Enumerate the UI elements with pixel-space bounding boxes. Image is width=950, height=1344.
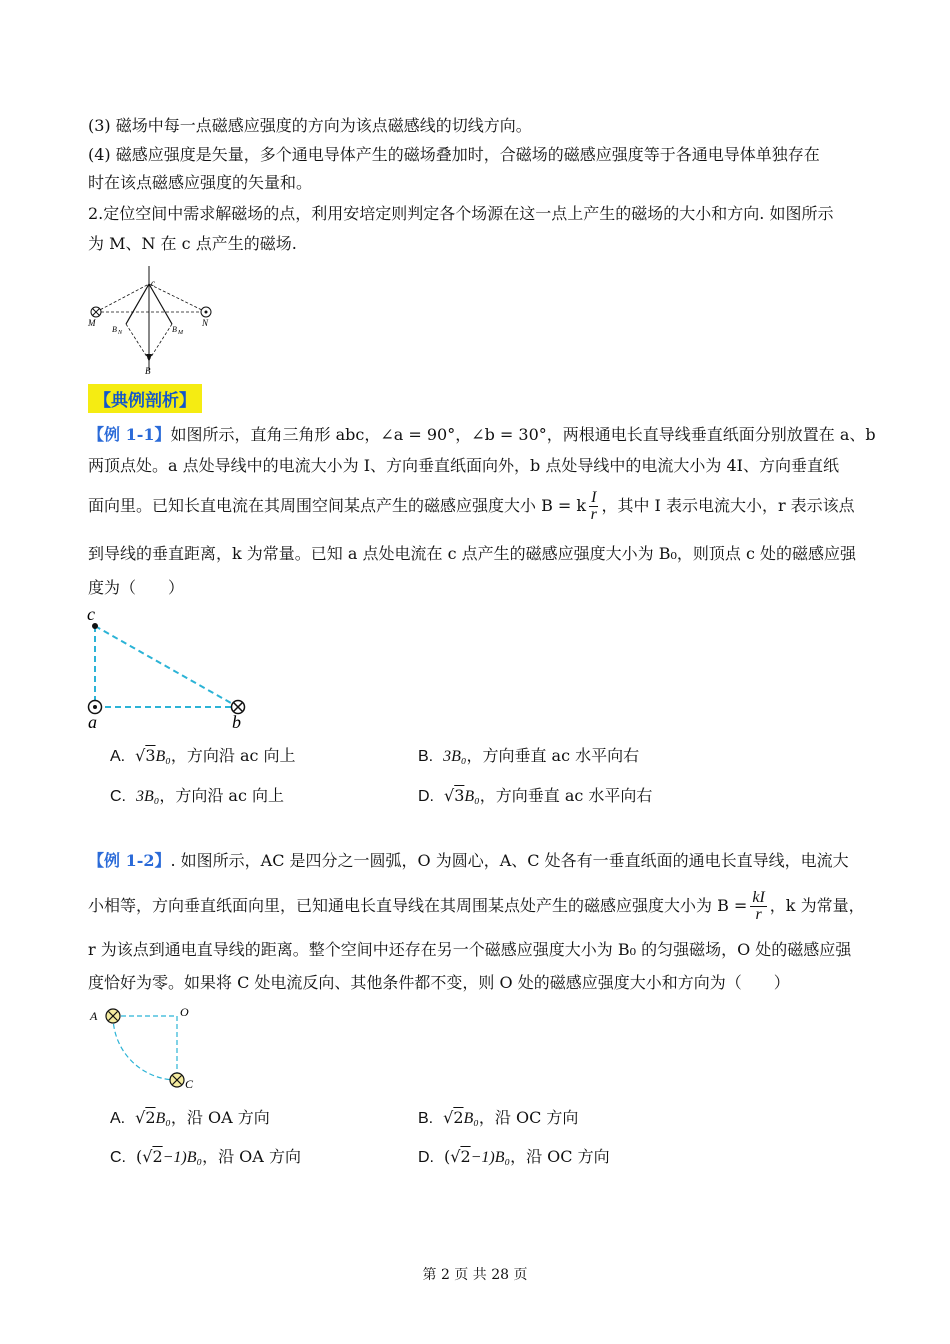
figure-triangle-abc: [84, 604, 254, 732]
ex2-line-3: r 为该点到通电直导线的距离。整个空间中还存在另一个磁感应强度大小为 B₀ 的匀强磁场，O 处的磁感应强: [88, 940, 852, 959]
ex1-option-d[interactable]: D. √3B₀，方向垂直 ac 水平向右: [418, 786, 653, 805]
fig-ex2-label-a: A: [90, 1009, 98, 1023]
fig-ex2-label-o: O: [180, 1005, 189, 1019]
ex2-label: 【例 1-2】: [88, 851, 171, 870]
fig1-label-n: N: [202, 318, 209, 328]
figure-mn-field: [84, 262, 224, 380]
intro-line-4-cont: 时在该点磁感应强度的矢量和。: [88, 173, 313, 192]
intro-line-3: (3) 磁场中每一点磁感应强度的方向为该点磁感线的切线方向。: [88, 116, 532, 135]
fig1-label-m: M: [88, 318, 96, 328]
ex1-fraction: $\frac{I}{r}$: [590, 489, 597, 523]
ex1-label: 【例 1-1】: [88, 425, 171, 444]
ex2-line-4: 度恰好为零。如果将 C 处电流反向、其他条件都不变，则 O 处的磁感应强度大小和方向为（ ）: [88, 973, 790, 992]
ex1-line-4: 到导线的垂直距离，k 为常量。已知 a 点处电流在 c 点产生的磁感应强度大小为 B₀，则顶点 c 处的磁感应强: [88, 544, 857, 563]
fig-ex1-label-a: a: [88, 712, 97, 732]
ex2-line-2: 小相等，方向垂直纸面向里，已知通电长直导线在其周围某点处产生的磁感应强度大小为 B = $\frac{kI}{r}$ ，k 为常量，: [88, 889, 865, 923]
ex1-line-5: 度为（ ）: [88, 578, 185, 597]
fig1-label-c: c: [151, 278, 155, 288]
intro-line-4: (4) 磁感应强度是矢量，多个通电导体产生的磁场叠加时，合磁场的磁感应强度等于各通电导体单独存在: [88, 145, 820, 164]
fig1-label-bn: B: [112, 325, 117, 334]
ex2-option-d[interactable]: D. (√2−1)B₀，沿 OC 方向: [418, 1147, 610, 1166]
ex1-line-1: 【例 1-1】如图所示，直角三角形 abc，∠a = 90°，∠b = 30°，两根通电长直导线垂直纸面分别放置在 a、b: [88, 425, 876, 444]
ex1-line-3: 面向里。已知长直电流在其周围空间某点产生的磁感应强度大小 B = k $\frac{I}{r}$ ，其中 I 表示电流大小，r 表示该点: [88, 489, 855, 523]
fig-ex2-label-c: C: [185, 1077, 194, 1091]
fig1-label-bm-sub: M: [178, 330, 183, 336]
fig1-label-b: B: [145, 366, 151, 376]
fig-ex1-label-b: b: [232, 712, 241, 732]
ex1-option-c[interactable]: C. 3B₀，方向沿 ac 向上: [110, 786, 285, 805]
ex2-line-1: 【例 1-2】. 如图所示，AC 是四分之一圆弧，O 为圆心，A、C 处各有一垂直纸面的通电长直导线，电流大: [88, 851, 849, 870]
ex2-fraction: $\frac{kI}{r}$: [752, 889, 765, 923]
ex1-line-2: 两顶点处。a 点处导线中的电流大小为 I、方向垂直纸面向外，b 点处导线中的电流大小为 4I、方向垂直纸: [88, 456, 839, 475]
ex1-option-b[interactable]: B. 3B₀，方向垂直 ac 水平向右: [418, 746, 640, 765]
fig1-label-bm: B: [172, 325, 177, 334]
page-number-footer: 第 2 页 共 28 页: [422, 1267, 528, 1283]
ex2-option-a[interactable]: A. √2B₀，沿 OA 方向: [110, 1108, 270, 1127]
ex1-option-a[interactable]: A. √3B₀，方向沿 ac 向上: [110, 746, 296, 765]
intro-line-2: 2.定位空间中需求解磁场的点，利用安培定则判定各个场源在这一点上产生的磁场的大小和方向. 如图所示: [88, 204, 834, 223]
ex2-option-b[interactable]: B. √2B₀，沿 OC 方向: [418, 1108, 579, 1127]
figure-quarter-arc: [84, 1000, 214, 1096]
ex2-option-c[interactable]: C. (√2−1)B₀，沿 OA 方向: [110, 1147, 301, 1166]
intro-line-2-cont: 为 M、N 在 c 点产生的磁场.: [88, 234, 297, 253]
section-header: 【典例剖析】: [88, 384, 202, 413]
fig1-label-bn-sub: N: [118, 330, 123, 336]
fig-ex1-label-c: c: [87, 604, 95, 624]
